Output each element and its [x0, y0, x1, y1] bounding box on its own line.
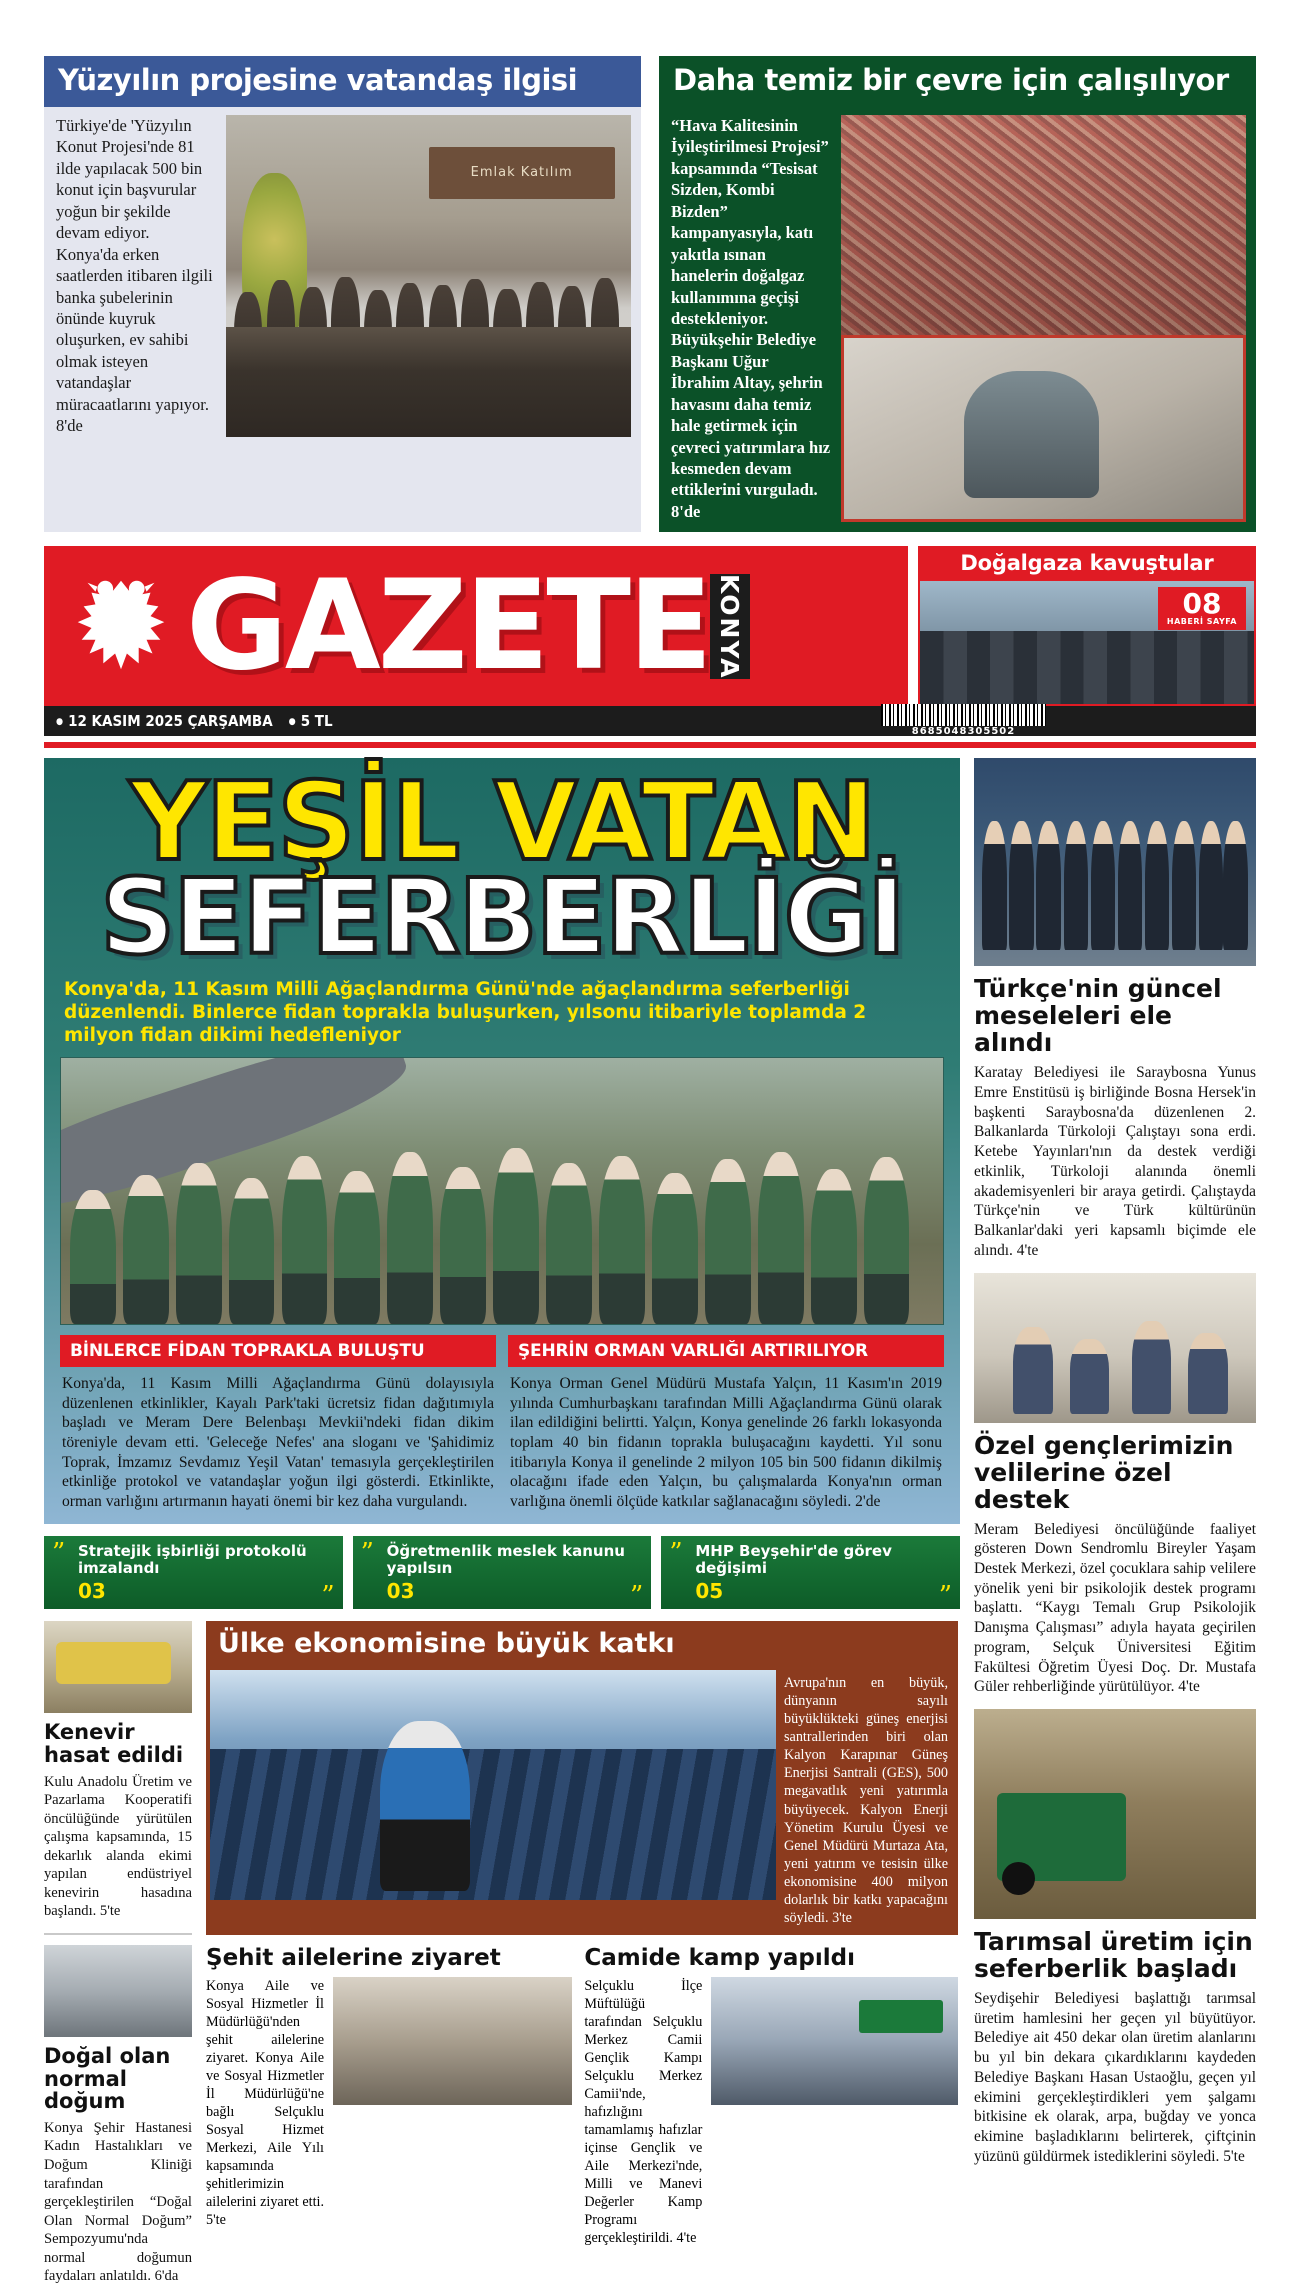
story-text: Seydişehir Belediyesi başlattığı tarımsal üretim hamlesini her geçen yıl büyütüyor. Belediye ait 450 dekar olan üretim alanlarını bu yıl bin dekara çıkardıklarını kaydeden Belediye Başkanı Hasan Ustaoğlu, geçen yıl ekimini gerçekleştirdikleri yem şalgamı bitkisine ek olarak, arpa, buğday ve yonca ekimine başladıklarını belirterek, çiftçinin yüzünü güldürmek istediklerini söyledi. 5'te [974, 1989, 1256, 2165]
promo-page: 03 [78, 1579, 106, 1604]
teaser-clean-environment[interactable] [659, 56, 1256, 532]
promo-tab[interactable] [44, 1536, 343, 1610]
hero-title-line1: YEŞİL VATAN [129, 760, 875, 886]
promo-page: 03 [386, 1579, 415, 1604]
lower-grid [44, 1621, 960, 2285]
story-text: Kulu Anadolu Üretim ve Pazarlama Kooperatifi öncülüğünde yürütülen çalışma kapsamında, 15 dekarlık alanda ekimi yapılan endüstriyel kenevirin hasadına başlandı. 5'te [44, 1773, 192, 1920]
economy-text: Avrupa'nın en büyük, dünyanın sayılı büyüklükteki güneş enerjisi santrallerinden biri olan Kalyon Karapınar Güneş Enerjisi Santrali (GES), 500 megavatlık yeni yatırımla büyüyecek. Kalyon Enerji Yönetim Kurulu Üyesi ve Genel Müdürü Murtaza Ata, yeni yatırım ve tesisin ülke ekonomisine 400 milyon dolarlık bir katkı yapacağını söyledi. 3'te [784, 1675, 948, 1926]
story-photo-down-syndrome-center [974, 1273, 1256, 1423]
economy-body [206, 1666, 958, 1934]
story-headline: Özel gençlerimizin velilerine özel destek [974, 1430, 1234, 1514]
photo-crowd [226, 276, 631, 392]
lower-left-column [44, 1621, 192, 2285]
story-text: Konya Aile ve Sosyal Hizmetler İl Müdürlüğü'nden şehit ailelerine ziyaret. Konya Aile ve Sosyal Hizmetler İl Müdürlüğü'ne bağlı Selçuklu Sosyal Hizmet Merkezi, Aile Yılı kapsamında şehitlerimizin ailelerini ziyaret etti. 5'te [206, 1977, 324, 2229]
promo-page: 05 [695, 1579, 724, 1604]
promo-title: Stratejik işbirliği protokolü imzalandı [78, 1541, 307, 1577]
teaser-text: “Hava Kalitesinin İyileştirilmesi Projesi” kapsamında “Tesisat Sizden, Kombi Bizden” kampanyasıyla, katı yakıtla ısınan hanelerin doğalgaz kullanımına geçişi destekleniyor. Büyükşehir Belediye Başkanı Uğur İbrahim Altay, şehrin havasını daha temiz hale getirmek için çevreci yatırımlara hız kesmeden devam ettiklerini vurguladı. 8'de [671, 116, 831, 521]
main-left-column [44, 758, 960, 2285]
quote-close-icon: ” [630, 1581, 644, 1612]
hero-subsections [60, 1335, 944, 1511]
story-photo-mosque-camp [711, 1977, 958, 2105]
promo-tab[interactable] [353, 1536, 652, 1610]
promo-title: MHP Beyşehir'de görev değişimi [695, 1541, 892, 1577]
quote-close-icon: ” [938, 1581, 953, 1612]
divider-red-rule [44, 742, 1256, 748]
page-number-badge [1158, 587, 1246, 630]
date-bar [44, 706, 1256, 736]
double-headed-eagle-icon [62, 566, 180, 686]
masthead-promo-photo [918, 581, 1256, 706]
masthead-city-tab [710, 574, 750, 679]
story-text: Selçuklu İlçe Müftülüğü tarafından Selçuklu Merkez Camii Gençlik Kampı Selçuklu Merkez Camii'nde, hafızlığını tamamlamış hafızlar içinse Gençlik ve Aile Merkezi'nde, Milli ve Manevi Değerler Kamp Programı gerçekleştirildi. 4'te [584, 1977, 703, 2247]
lower-middle-column [206, 1621, 958, 2285]
story-photo-family-visit [333, 1977, 572, 2105]
story-photo-turkology [974, 758, 1256, 966]
issue-price: ● 5 TL [289, 712, 333, 730]
teaser-body [44, 107, 641, 437]
promo-tabs-row [44, 1536, 960, 1610]
story-headline: Kenevir hasat edildi [44, 1720, 184, 1767]
hero-title-line2: SEFERBERLİĞİ [100, 855, 904, 978]
story-photo-birth-symposium [44, 1945, 192, 2037]
hero-photo-tree-planting [60, 1057, 944, 1325]
story-headline: Tarımsal üretim için seferberlik başladı [974, 1926, 1253, 1983]
masthead-city-label: KONYA [715, 573, 745, 680]
story-photo-agriculture [974, 1709, 1256, 1919]
story-text: Konya Şehir Hastanesi Kadın Hastalıkları ve Doğum Kliniği tarafından gerçekleştirilen “Doğal Olan Normal Doğum” Sempozyumu'nda normal doğumun faydaları anlatıldı. 6'da [44, 2119, 192, 2285]
story-headline: Doğal olan normal doğum [44, 2043, 171, 2114]
story-headline: Şehit ailelerine ziyaret [206, 1944, 501, 1971]
top-teaser-row [44, 0, 1256, 532]
quote-close-icon: ” [321, 1581, 335, 1612]
hero-subtitle: Konya'da, 11 Kasım Milli Ağaçlandırma Günü'nde ağaçlandırma seferberliği düzenlendi. Binlerce fidan toprakla buluşurken, yılsonu itibariyle toplamda 2 milyon fidan dikimi hedefleniyor [64, 978, 867, 1046]
story-photo-hemp [44, 1621, 192, 1713]
story-headline: Camide kamp yapıldı [584, 1944, 856, 1971]
main-right-column [974, 758, 1256, 2285]
teaser-body [659, 107, 1256, 522]
hero-subsection[interactable] [60, 1335, 496, 1511]
teaser-photo-aerial-city [841, 115, 1246, 522]
issue-date: ● 12 KASIM 2025 ÇARŞAMBA [56, 712, 273, 730]
teaser-photo-bank-queue [226, 115, 631, 437]
badge-number: 08 [1182, 587, 1222, 621]
teaser-headline: Yüzyılın projesine vatandaş ilgisi [44, 56, 641, 107]
economy-story[interactable] [206, 1621, 958, 1934]
teaser-headline: Daha temiz bir çevre için çalışılıyor [659, 56, 1256, 107]
teaser-text: Türkiye'de 'Yüzyılın Konut Projesi'nde 81 ilde yapılacak 500 bin konut için başvurular yoğun bir şekilde devam ediyor. Konya'da erken saatlerden itibaren ilgili banka şubelerinin önünde kuyruk oluşurken, ev sahibi olmak isteyen vatandaşlar müracaatlarını yapıyor. 8'de [56, 116, 213, 436]
quote-open-icon: ” [360, 1537, 374, 1568]
masthead-logo-block [44, 546, 908, 706]
story-text: Meram Belediyesi öncülüğünde faaliyet gösteren Down Sendromlu Bireyler Yaşam Destek Merkezi, özel çocuklara sahip velilere yönelik yeni bir psikolojik destek programı başlattı. “Kaygı Temalı Grup Psikolojik Danışma Çalışması” adıyla hayata geçirilen program, Selçuk Üniversitesi Eğitim Fakültesi Öğretim Üyesi Doç. Dr. Mustafa Güler rehberliğinde yürütülüyor. 4'te [974, 1520, 1256, 1696]
bottom-stories-row [206, 1945, 958, 2247]
badge-label: HABERİ SAYFA [1166, 617, 1237, 627]
hero-subsection[interactable] [508, 1335, 944, 1511]
divider [44, 1933, 192, 1935]
economy-headline: Ülke ekonomisine büyük katkı [206, 1621, 958, 1666]
subsection-text: Konya Orman Genel Müdürü Mustafa Yalçın, 11 Kasım'ın 2019 yılında Cumhurbaşkanı tarafından Milli Ağaçlandırma Günü olarak ilan edildiğini belirtti. Yalçın, Konya genelinde 26 farklı lokasyonda toplam 40 bin fidanın toprakla buluşacağını kaydetti. Yıl sonu itibarıyla Konya il genelinde 2 milyon 105 bin 500 fidanın dikilmiş olacağını ifade eden Yalçın, bu çalışmalarda Konya'nın orman varlığına önemli ölçüde katkılar sağlanacağını söyledi. 2'de [510, 1375, 942, 1510]
quote-open-icon: ” [52, 1537, 66, 1568]
subsection-band: ŞEHRİN ORMAN VARLIĞI ARTIRILIYOR [508, 1335, 944, 1367]
subsection-text: Konya'da, 11 Kasım Milli Ağaçlandırma Günü dolayısıyla düzenlenen etkinlikler, Kayalı Park'taki ücretsiz fidan dağıtımıyla başladı ve Meram Dere Belenbaşı Mevkii'ndeki fidan dikim töreniyle devam etti. 'Geleceğe Nefes' ana sloganı ve 'Şahidimiz Toprak, İmzamız Sevdamız Yeşil Vatan' temasıyla gerçekleştirilen etkinliğe protokol ve vatandaşlar yoğun ilgi gösterdi. Etkinlikte, orman varlığını artırmanın hayati önemi bir kez daha vurgulandı. [62, 1375, 494, 1510]
promo-tab[interactable] [661, 1536, 960, 1610]
story-headline: Türkçe'nin güncel meseleleri ele alındı [974, 974, 1222, 1058]
barcode-number: 8685048305502 [911, 726, 1016, 738]
bottom-story[interactable] [584, 1945, 958, 2247]
masthead [44, 546, 1256, 706]
barcode [881, 704, 1046, 737]
quote-open-icon: ” [669, 1537, 683, 1568]
photo-sign-text: Emlak Katılım [429, 147, 615, 198]
subsection-band: BİNLERCE FİDAN TOPRAKLA BULUŞTU [60, 1335, 496, 1367]
main-content-grid [44, 758, 1256, 2285]
masthead-title: GAZETE [186, 553, 710, 698]
hero-story[interactable] [44, 758, 960, 1523]
bottom-story[interactable] [206, 1945, 572, 2247]
masthead-promo-headline: Doğalgaza kavuştular [918, 546, 1256, 581]
promo-title: Öğretmenlik meslek kanunu yapılsın [386, 1541, 625, 1577]
economy-photo-solar [210, 1670, 776, 1900]
teaser-housing-project[interactable] [44, 56, 641, 532]
story-text: Karatay Belediyesi ile Saraybosna Yunus Emre Enstitüsü iş birliğinde Bosna Hersek'in başkenti Saraybosna'da düzenlenen 2. Balkanlarda Türkoloji Çalıştayı sona erdi. Ketebe Yayınları'nın da destek verdiği etkinlik, Türkoloji alanında önemli akademisyenleri bir araya getirdi. Çalıştayda Türkçe'nin ve Türk kültürünün Balkanlar'daki yeri kapsamlı biçimde ele alındı. 4'te [974, 1064, 1256, 1259]
masthead-promo-block[interactable] [918, 546, 1256, 706]
